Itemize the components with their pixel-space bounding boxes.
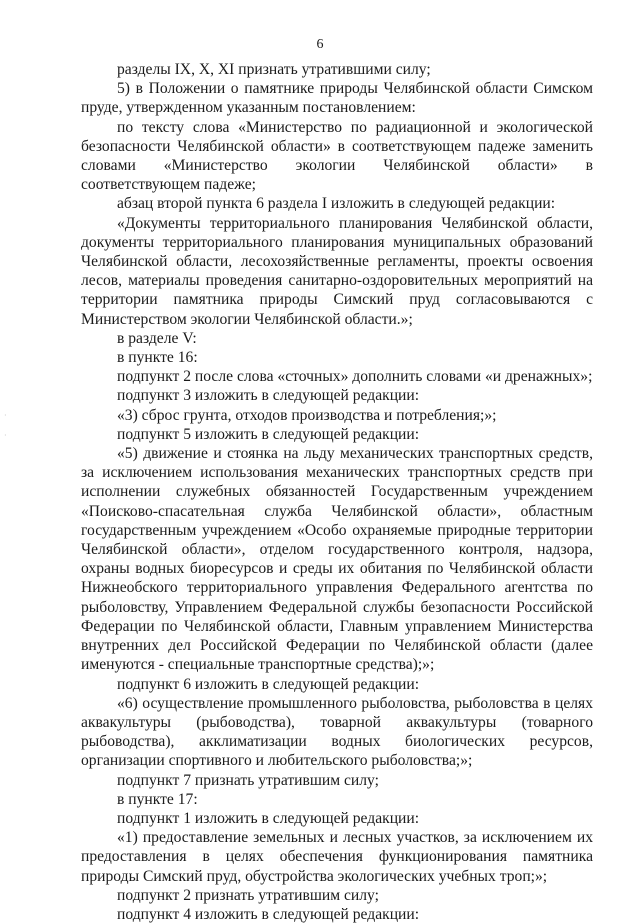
paragraph-replace-ministry-name: по тексту слова «Министерство по радиационной и экологической безопасности Челябинской области» в соответствующем падеже заменить словами «Министерство экологии Челябинской области» в соответствующем падеже; — [81, 118, 593, 194]
paragraph-point-16: в пункте 16: — [117, 349, 198, 367]
paragraph-subitem-1-intro: подпункт 1 изложить в следующей редакции: — [117, 809, 420, 827]
paragraph-repeal-sections: разделы IX, X, XI признать утратившими силу; — [117, 61, 431, 78]
paragraph-point-17: в пункте 17: — [117, 790, 198, 808]
scan-speck: · — [4, 431, 7, 440]
paragraph-subitem-4-intro: подпункт 4 изложить в следующей редакции: — [117, 905, 420, 923]
paragraph-subitem-2-repeal: подпункт 2 признать утратившим силу; — [117, 886, 379, 904]
paragraph-subitem-1-text: «1) предоставление земельных и лесных участков, за исключением их предоставления в целях обеспечения функционирования памятника природы Симский пруд, обустройства экологических учебных троп;»; — [81, 829, 593, 885]
paragraph-item-5: 5) в Положении о памятнике природы Челябинской области Симском пруде, утвержденном указанным постановлением: — [81, 80, 593, 117]
paragraph-subitem-5-text: «5) движение и стоянка на льду механических транспортных средств, за исключением использования механических транспортных средств при исполнении служебных обязанностей Государственным учреждением «Поисково-спасательная служба Челябинской области», областным государственным учреждением «Особо охраняемые природные территории Челябинской области», отделом государственного контроля, надзора, охраны водных биоресурсов и среды их обитания по Челябинской области Нижнеобского территориального управления Федерального агентства по рыболовству, Управлением Федеральной службы безопасности Российской Федерации по Челябинской области, Главным управлением Министерства внутренних дел Российской Федерации по Челябинской области (далее именуются - специальные транспортные средства);»; — [81, 445, 593, 674]
scan-speck: · — [4, 411, 7, 420]
paragraph-subitem-5-intro: подпункт 5 изложить в следующей редакции: — [117, 425, 420, 443]
paragraph-subitem-7: подпункт 7 признать утратившим силу; — [117, 771, 379, 789]
paragraph-subitem-6-intro: подпункт 6 изложить в следующей редакции: — [117, 675, 420, 693]
document-body — [81, 60, 593, 924]
paragraph-section-5: в разделе V: — [117, 329, 197, 347]
paragraph-section-1-text: «Документы территориального планирования Челябинской области, документы территориального планирования муниципальных образований Челябинской области, лесохозяйственные регламенты, проекты освоения лесов, материалы проведения санитарно-оздоровительных мероприятий на территории памятника природы Симский пруд согласовываются с Министерством экологии Челябинской области.»; — [81, 214, 593, 328]
paragraph-subitem-2: подпункт 2 после слова «сточных» дополнить словами «и дренажных»; — [117, 368, 593, 386]
paragraph-section-1-intro: абзац второй пункта 6 раздела I изложить в следующей редакции: — [117, 195, 556, 213]
paragraph-subitem-6-text: «6) осуществление промышленного рыболовства, рыболовства в целях аквакультуры (рыбоводства), товарной аквакультуры (товарного рыбоводства), акклиматизации водных биологических ресурсов, организации спортивного и любительского рыболовства;»; — [81, 694, 593, 770]
paragraph-subitem-3-intro: подпункт 3 изложить в следующей редакции: — [117, 387, 420, 405]
paragraph-subitem-3-text: «3) сброс грунта, отходов производства и потребления;»; — [117, 406, 497, 424]
page-number: 6 — [316, 37, 324, 52]
